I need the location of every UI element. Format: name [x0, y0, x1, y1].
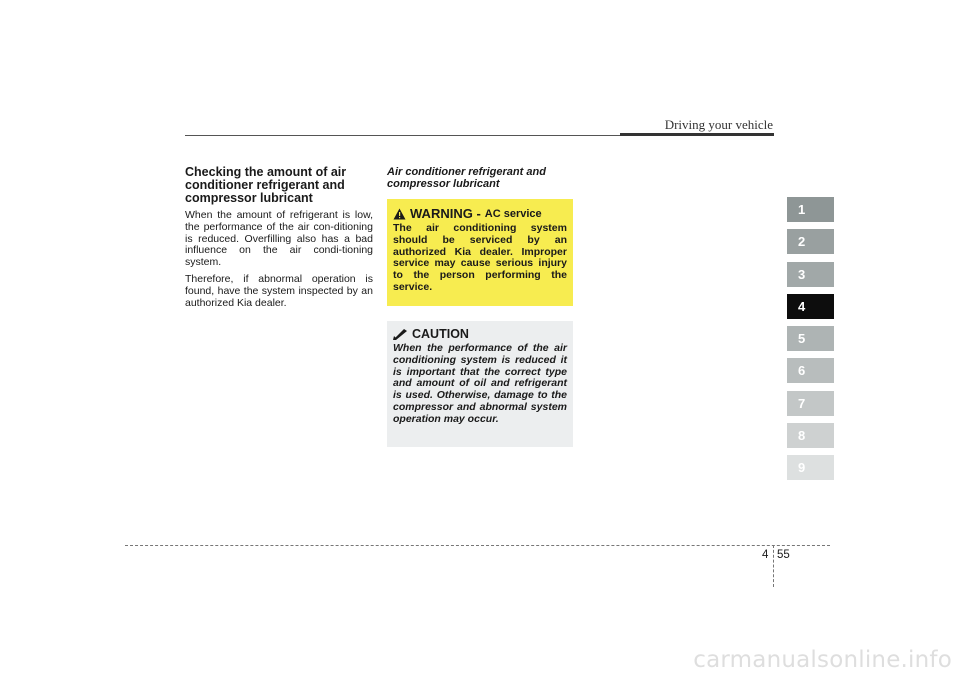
middle-column — [387, 166, 573, 190]
chapter-tab-2[interactable]: 2 — [787, 229, 834, 254]
warning-triangle-icon — [393, 208, 406, 220]
chapter-tab-7[interactable]: 7 — [787, 391, 834, 416]
chapter-tab-1[interactable]: 1 — [787, 197, 834, 222]
chapter-tab-8[interactable]: 8 — [787, 423, 834, 448]
caution-pencil-icon — [393, 329, 407, 340]
warning-header — [393, 206, 567, 221]
chapter-tab-4[interactable]: 4 — [787, 294, 834, 319]
left-column — [185, 166, 373, 314]
paragraph-1: When the amount of refrigerant is low, the performance of the air con-ditioning is reduced. Overfilling also has a bad influence on the air condi-tioning system. — [185, 209, 373, 269]
caution-text: When the performance of the air conditioning system is reduced it is important that the correct type and amount of oil and refrigerant is used. Otherwise, damage to the compressor and abnormal system operation may occur. — [393, 342, 567, 425]
subsection-heading: Air conditioner refrigerant and compressor lubricant — [387, 166, 546, 190]
caution-title: CAUTION — [412, 327, 469, 341]
warning-title: WARNING - — [410, 206, 481, 221]
footer-divider — [773, 545, 774, 587]
footer-chapter-number: 4 — [762, 549, 769, 561]
section-heading: Checking the amount of air conditioner refrigerant and compressor lubricant — [185, 165, 347, 205]
header-rule-accent — [620, 133, 774, 136]
chapter-tab-3[interactable]: 3 — [787, 262, 834, 287]
paragraph-2: Therefore, if abnormal operation is found, have the system inspected by an authorized Kia dealer. — [185, 272, 373, 309]
footer-rule — [125, 545, 830, 546]
caution-box — [387, 321, 573, 447]
chapter-tab-9[interactable]: 9 — [787, 455, 834, 480]
chapter-tab-6[interactable]: 6 — [787, 358, 834, 383]
warning-subtitle: AC service — [484, 207, 542, 220]
footer-page-number: 55 — [777, 549, 790, 561]
chapter-tab-5[interactable]: 5 — [787, 326, 834, 351]
caution-header — [393, 327, 567, 341]
warning-box — [387, 199, 573, 306]
section-title: Driving your vehicle — [664, 117, 773, 132]
chapter-tabs — [787, 197, 834, 488]
watermark: carmanualsonline.info — [693, 647, 952, 673]
warning-text: The air conditioning system should be serviced by an authorized Kia dealer. Improper service may cause serious injury to the person performing the service. — [393, 222, 567, 293]
